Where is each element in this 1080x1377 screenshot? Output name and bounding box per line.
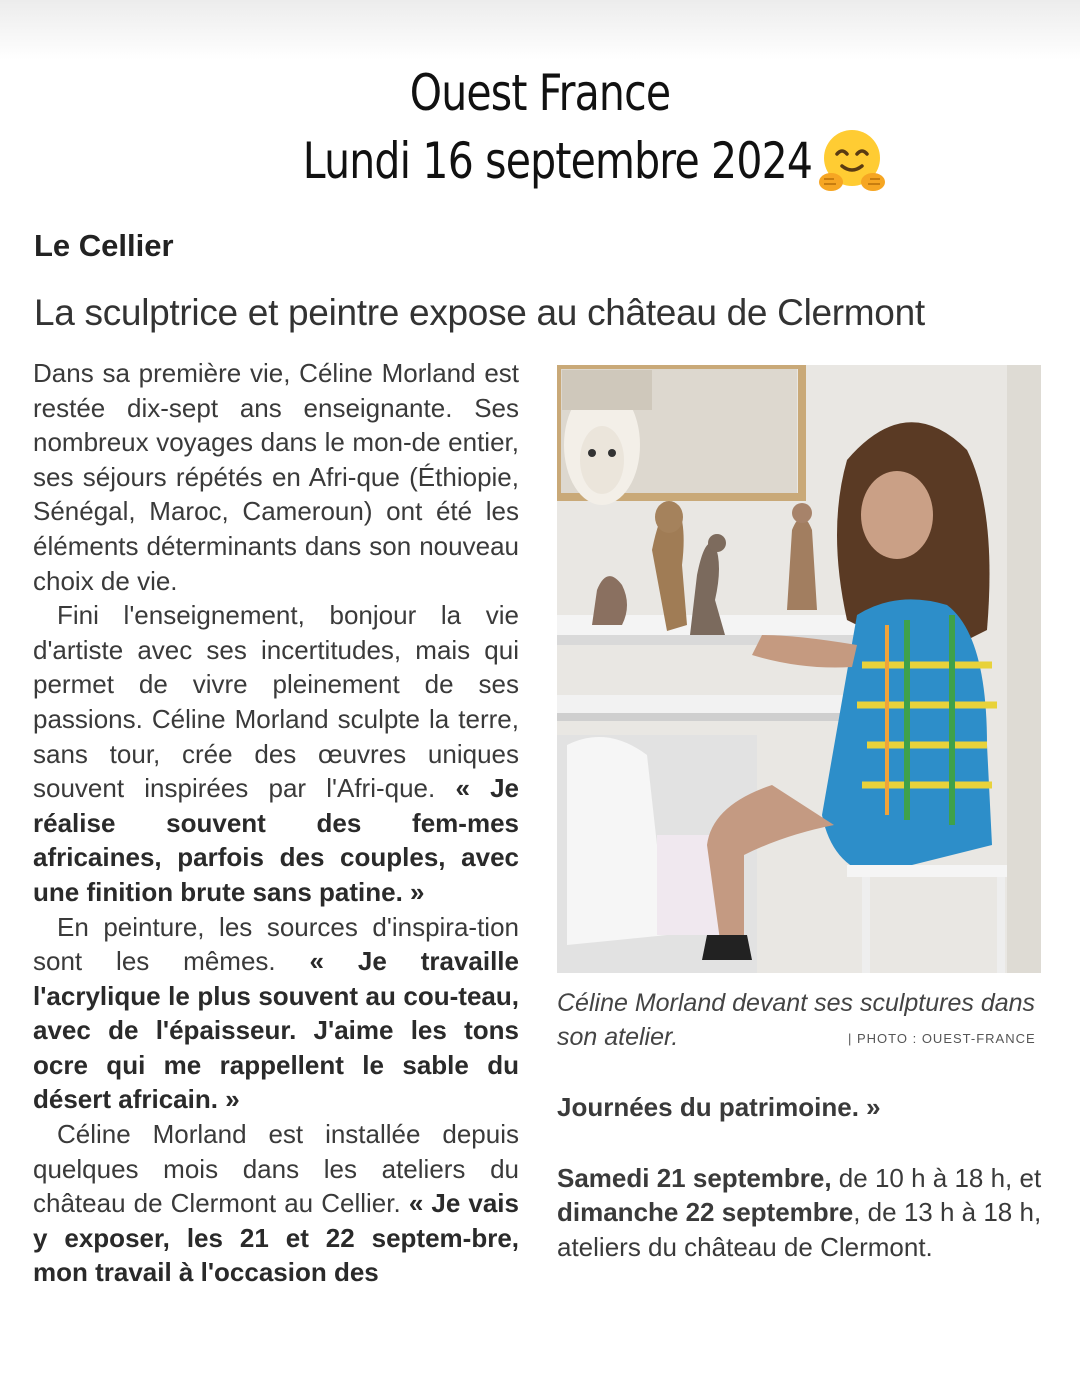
publication-date: Lundi 16 septembre 2024: [303, 132, 813, 190]
paragraph-3: [33, 910, 519, 1118]
photo-caption: Céline Morland devant ses sculptures dans son atelier.: [557, 989, 1036, 1051]
paragraph-2-quote: « Je réalise souvent des fem-mes africaines, parfois des couples, avec une finition brute sans patine. »: [33, 773, 520, 907]
quote-continuation: [557, 1090, 1043, 1125]
top-fade: [0, 0, 1080, 60]
event-hours-2: , de 13 h à 18 h, ateliers du château de Clermont.: [557, 1197, 1042, 1262]
paragraph-2-text: Fini l'enseignement, bonjour la vie d'artiste avec ses incertitudes, mais qui permet de vivre pleinement de ses passions. Céline Morland sculpte la terre, sans tour, crée des œuvres uniques souvent inspirées par l'Afri-que.: [33, 600, 519, 804]
section-label: Le Cellier: [34, 228, 174, 263]
paragraph-1: Dans sa première vie, Céline Morland est restée dix-sept ans enseignante. Ses nombreux voyages dans le mon-de entier, ses séjours répétés en Afri-que (Éthiopie, Sénégal, Maroc, Cameroun) ont été les éléments déterminants dans son nouveau choix de vie.: [33, 358, 519, 596]
paragraph-3-quote: « Je travaille l'acrylique le plus souvent au cou-teau, avec de l'épaisseur. J'aime les tons ocre qui me rappellent le sable du désert africain. »: [33, 946, 519, 1115]
event-day-1: Samedi 21 septembre,: [557, 1162, 832, 1193]
article-column-left: [33, 356, 519, 1290]
paragraph-4-quote: « Je vais y exposer, les 21 et 22 septem-bre, mon travail à l'occasion des: [33, 1188, 519, 1288]
article-photo: [557, 365, 1041, 973]
event-info: [557, 1161, 1043, 1265]
newspaper-name: Ouest France: [409, 64, 671, 122]
quote-continuation-text: Journées du patrimoine. »: [557, 1092, 881, 1122]
photo-credit: | PHOTO : OUEST-FRANCE: [848, 1031, 1036, 1046]
article-headline: La sculptrice et peintre expose au château de Clermont: [34, 292, 925, 333]
paragraph-4: [33, 1117, 519, 1290]
paragraph-3-text: En peinture, les sources d'inspira-tion sont les mêmes.: [33, 911, 519, 977]
hugging-face-emoji-icon: [815, 124, 889, 198]
date-line: [0, 124, 1080, 198]
paragraph-2: [33, 598, 519, 909]
post-header: [0, 62, 1080, 198]
event-hours-1: de 10 h à 18 h, et: [831, 1162, 1042, 1193]
paragraph-4-text: Céline Morland est installée depuis quelques mois dans les ateliers du château de Clermont au Cellier.: [33, 1119, 519, 1219]
event-day-2: dimanche 22 septembre: [557, 1197, 854, 1228]
article-column-right: [557, 1090, 1043, 1264]
